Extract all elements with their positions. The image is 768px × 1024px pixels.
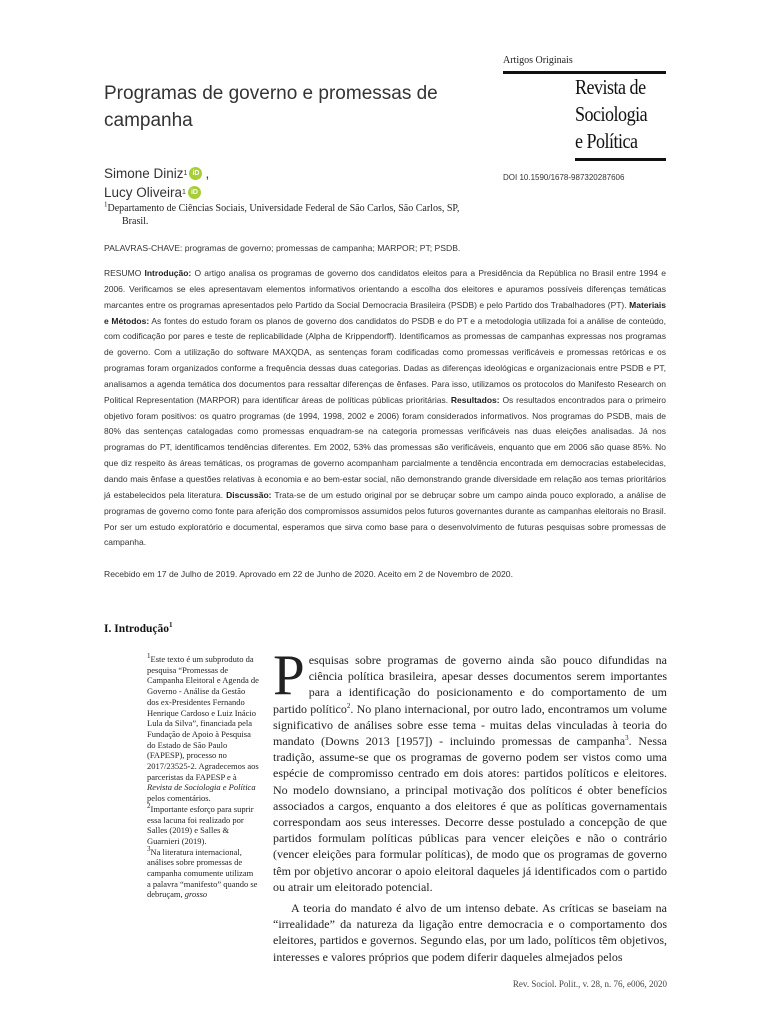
author-2: Lucy Oliveira 1 iD: [104, 183, 209, 202]
footnote-3-number: 3: [147, 844, 151, 853]
body-paragraph-1-b: . No plano internacional, por outro lado, encontramos um volume significativo de análises sobre esse tema - muitas delas vinculadas à teoria do mandato (Downs 2013 [1957]) - incluindo promessas de campanha: [273, 701, 668, 749]
body-paragraph-2: A teoria do mandato é alvo de um intenso debate. As críticas se baseiam na “irrealidade” da natureza da ligação entre democracia e o comportamento dos eleitores, partidos e governos. Segundo elas, por um lado, políticos têm objetivos, interesses e valores próprios que podem diferir daqueles almejados pelos: [273, 901, 667, 964]
footnotes: [147, 654, 259, 900]
footnote-ref-3[interactable]: 3: [625, 734, 629, 743]
author-list: [104, 164, 209, 202]
section-footnote-marker[interactable]: 1: [168, 621, 173, 630]
drop-cap: P: [273, 644, 305, 707]
keywords: PALAVRAS-CHAVE: programas de governo; promessas de campanha; MARPOR; PT; PSDB.: [104, 243, 461, 253]
abstract-results-label: Resultados:: [450, 394, 500, 405]
journal-logo-line-1: Revista de: [575, 75, 646, 99]
orcid-icon[interactable]: iD: [189, 167, 202, 180]
footnote-1-text-b: pelos comentários.: [147, 793, 211, 804]
footnote-3-italic: grosso: [184, 889, 208, 900]
body-paragraph-1: [273, 644, 668, 895]
footnote-3-text: Na literatura internacional, análises sobre promessas de campanha comumente utilizam a palavra “manifesto” quando se debruçam,: [147, 846, 258, 900]
section-label: Artigos Originais: [503, 55, 573, 66]
abstract-lead: RESUMO: [104, 268, 142, 278]
footnote-1-text-a: Este texto é um subproduto da pesquisa “Promessas de Campanha Eleitoral e Agenda de Governo - Análise da Gestão dos ex-Presidentes Fernando Henrique Cardoso e Luiz Inácio Lula da Silva”, financiada pela Fundação de Apoio à Pesquisa do Estado de São Paulo (FAPESP), processo no 2017/23525-2. Agradecemos aos parceristas da FAPESP e à: [147, 654, 259, 782]
page-footer-citation: Rev. Sociol. Polit., v. 28, n. 76, e006, 2020: [512, 979, 667, 989]
author-separator: ,: [205, 166, 210, 181]
author-2-name: Lucy Oliveira: [104, 185, 183, 200]
affiliation-marker: 1: [104, 200, 108, 209]
doi-link[interactable]: DOI 10.1590/1678-987320287606: [503, 173, 625, 182]
received-dates: Recebido em 17 de Julho de 2019. Aprovado em 22 de Junho de 2020. Aceito em 2 de Novembro de 2020.: [104, 569, 513, 579]
section-heading: [104, 623, 172, 635]
journal-logo: [575, 74, 647, 155]
abstract-results-text: Os resultados encontrados para o primeiro objetivo foram positivos: os quatro programas (de 1994, 1998, 2002 e 2006) foram considerados informativos. Nos programas do PSDB, mais de 80% das sentenças catalogadas como promessas enquadram-se na categoria promessas verificáveis nas duas eleições analisadas. Já nos programas do PT, identificamos tendências diferentes. Em 2002, 53% das promessas são verificáveis, enquanto que em 2006 são quase 85%. No que diz respeito às áreas temáticas, os programas de governo acompanham parcialmente a tendência encontrada em democracias estabelecidas, dando mais ênfase a questões relativas à economia e ao bem-estar social, não demonstrando grande diversidade em relação aos temas prioritários já estabelecidos pela literatura.: [104, 394, 666, 500]
orcid-icon[interactable]: iD: [188, 186, 201, 199]
footnote-ref-2[interactable]: 2: [346, 701, 351, 710]
abstract-discussion-label: Discussão:: [226, 489, 272, 500]
footnote-2-number: 2: [147, 802, 151, 811]
footnote-3: [147, 844, 259, 901]
footnote-2-text: Importante esforço para suprir essa lacuna foi realizado por Salles (2019) e Salles & Guarnieri (2019).: [147, 803, 254, 846]
body-text: [273, 644, 668, 965]
footnote-2: [147, 804, 259, 847]
journal-logo-bottom-rule: [575, 158, 666, 161]
affiliation-line-2: Brasil.: [122, 216, 149, 227]
section-heading-text: I. Introdução: [104, 623, 169, 635]
footnote-1-number: 1: [147, 652, 151, 661]
body-paragraph-1-a: esquisas sobre programas de governo ainda são pouco difundidas na ciência política brasileira, apesar desses documentos serem importantes para a identificação do posicionamento e do comportamento de um partido político: [273, 653, 667, 716]
affiliation: [104, 202, 504, 228]
author-1-name: Simone Diniz: [104, 166, 184, 181]
abstract-methods-label: Materiais e Métodos:: [104, 299, 666, 326]
footnote-1: [147, 654, 259, 804]
abstract-intro-label: Introdução:: [144, 268, 192, 278]
author-1: Simone Diniz 1 iD ,: [104, 166, 210, 181]
body-paragraph-1-c: . Nessa tradição, assume-se que os programas de governo podem ser vistos como uma espécie de compromisso centrado em dois atores: partidos políticos e eleitores. No modelo downsiano, a principal motivação dos políticos é obter benefícios associados a cargos, enquanto a dos eleitores é que as políticas governamentais correspondam aos seus interesses. Decorre desse postulado a concepção de que partidos formulam políticas públicas para vencer eleições e não o contrário (vencer eleições para formular políticas), de modo que os programas de governo têm por objetivo ancorar o apoio eleitoral daqueles já identificados com o partido ou atrair um eleitorado potencial.: [273, 734, 667, 894]
abstract-methods-text: As fontes do estudo foram os planos de governo dos candidatos do PSDB e do PT e a metodologia utilizada foi a análise de conteúdo, com codificação por pares e teste de replicabilidade (Alpha de Krippendorff). Identificamos as promessas de campanhas expressas nos programas de governo. Com a utilização do software MAXQDA, as sentenças foram codificadas como promessas verificáveis e promessas retóricas e os programas foram organizados conforme a frequência dessas duas categorias. Dadas as diferenças ideológicas e organizacionais entre PSDB e PT, analisamos a agenda temática dos documentos para ressaltar diferenças de ênfases. Para isso, utilizamos os protocolos do Manifesto Research on Political Representation (MARPOR) para identificar áreas de políticas públicas prioritárias.: [104, 315, 666, 405]
article-title: Programas de governo e promessas de campanha: [104, 83, 438, 131]
abstract-intro-text: O artigo analisa os programas de governo dos candidatos eleitos para a Presidência da República no Brasil entre 1994 e 2006. Verificamos se eles apresentavam elementos informativos orientando a escolha dos eleitores e apuramos possíveis diferenças temáticas marcantes entre os programas apresentados pelo Partido da Social Democracia Brasileira (PSDB) e pelo Partido dos Trabalhadores (PT).: [104, 268, 666, 310]
affiliation-line-1: Departamento de Ciências Sociais, Universidade Federal de São Carlos, São Carlos, SP,: [107, 203, 460, 214]
journal-logo-line-3: e Política: [575, 129, 638, 153]
abstract-discussion-text: Trata-se de um estudo original por se debruçar sobre um campo ainda pouco explorado, a análise de programas de governo como fonte para aferição dos compromissos assumidos pelos futuros governantes durante as campanhas eleitorais no Brasil. Por ser um estudo exploratório e documental, esperamos que sirva como base para o desenvolvimento de futuras pesquisas sobre promessas de campanha.: [104, 489, 666, 548]
journal-logo-line-2: Sociologia: [575, 102, 648, 126]
footnote-1-journal-name: Revista de Sociologia e Política: [147, 782, 256, 793]
abstract: [104, 266, 666, 551]
